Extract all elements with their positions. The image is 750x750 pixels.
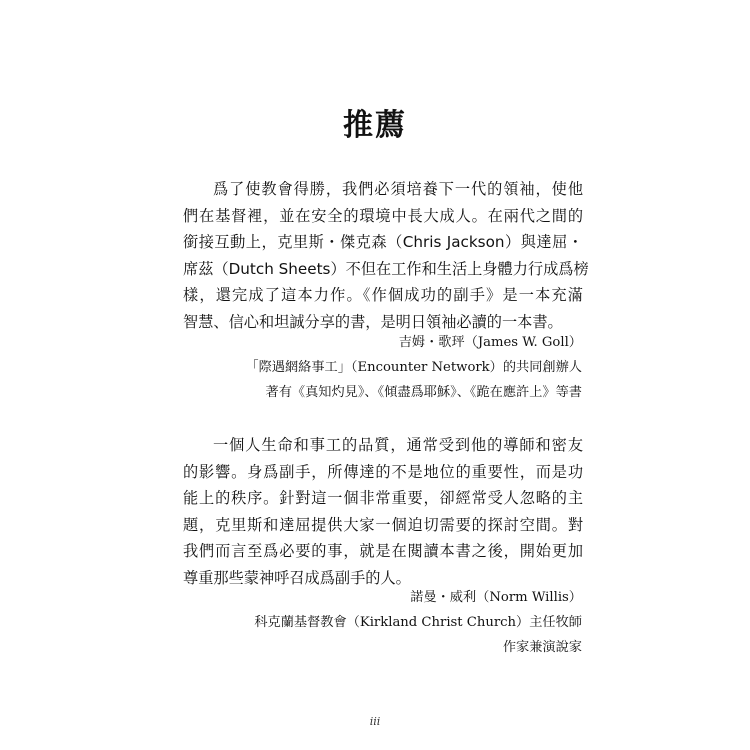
endorsement-2-body [183, 432, 583, 591]
endorsement-1-role: 「際遇網絡事工」（Encounter Network）的共同創辦人 [245, 360, 582, 375]
endorsement-1-line: 爲了使教會得勝，我們必須培養下一代的領袖，使他 [213, 180, 583, 198]
endorsement-1-line: 智慧、信心和坦誠分享的書，是明日領袖必讀的一本書。 [183, 312, 563, 331]
endorsement-1-attribution [245, 330, 582, 405]
endorsement-2-line: 尊重那些蒙神呼召成爲副手的人。 [183, 568, 411, 587]
endorsement-2-attribution [254, 585, 582, 660]
endorsement-2-role: 科克蘭基督教會（Kirkland Christ Church）主任牧師 [254, 615, 582, 630]
page-number: iii [369, 715, 381, 728]
endorsement-2-works: 作家兼演說家 [502, 640, 582, 655]
endorsement-2-line: 題，克里斯和達屈提供大家一個迫切需要的探討空間。對 [183, 515, 583, 534]
endorsement-1-line: 席茲（Dutch Sheets）不但在工作和生活上身體力行成爲榜 [183, 259, 589, 278]
endorsement-1-line: 樣，還完成了這本力作。《作個成功的副手》是一本充滿 [183, 286, 583, 304]
endorsement-2-line: 我們而言至爲必要的事，就是在閱讀本書之後，開始更加 [183, 542, 583, 560]
endorsement-1-body [183, 176, 589, 335]
endorsement-2-line: 的影響。身爲副手，所傳達的不是地位的重要性，而是功 [183, 462, 583, 481]
endorsement-1-line: 銜接互動上，克里斯・傑克森（Chris Jackson）與達屈・ [183, 233, 583, 251]
endorsement-1-author: 吉姆・歌玶（James W. Goll） [398, 335, 582, 350]
endorsement-2-line: 能上的秩序。針對這一個非常重要，卻經常受人忽略的主 [183, 489, 583, 507]
endorsement-1-works: 著有《真知灼見》、《傾盡爲耶穌》、《跪在應許上》等書 [265, 385, 582, 400]
endorsement-2-line: 一個人生命和事工的品質，通常受到他的導師和密友 [213, 436, 583, 454]
endorsement-1-line: 們在基督裡，並在安全的環境中長大成人。在兩代之間的 [183, 206, 583, 225]
endorsement-2-author: 諾曼・威利（Norm Willis） [410, 590, 582, 605]
page-title: 推薦 [343, 108, 407, 144]
